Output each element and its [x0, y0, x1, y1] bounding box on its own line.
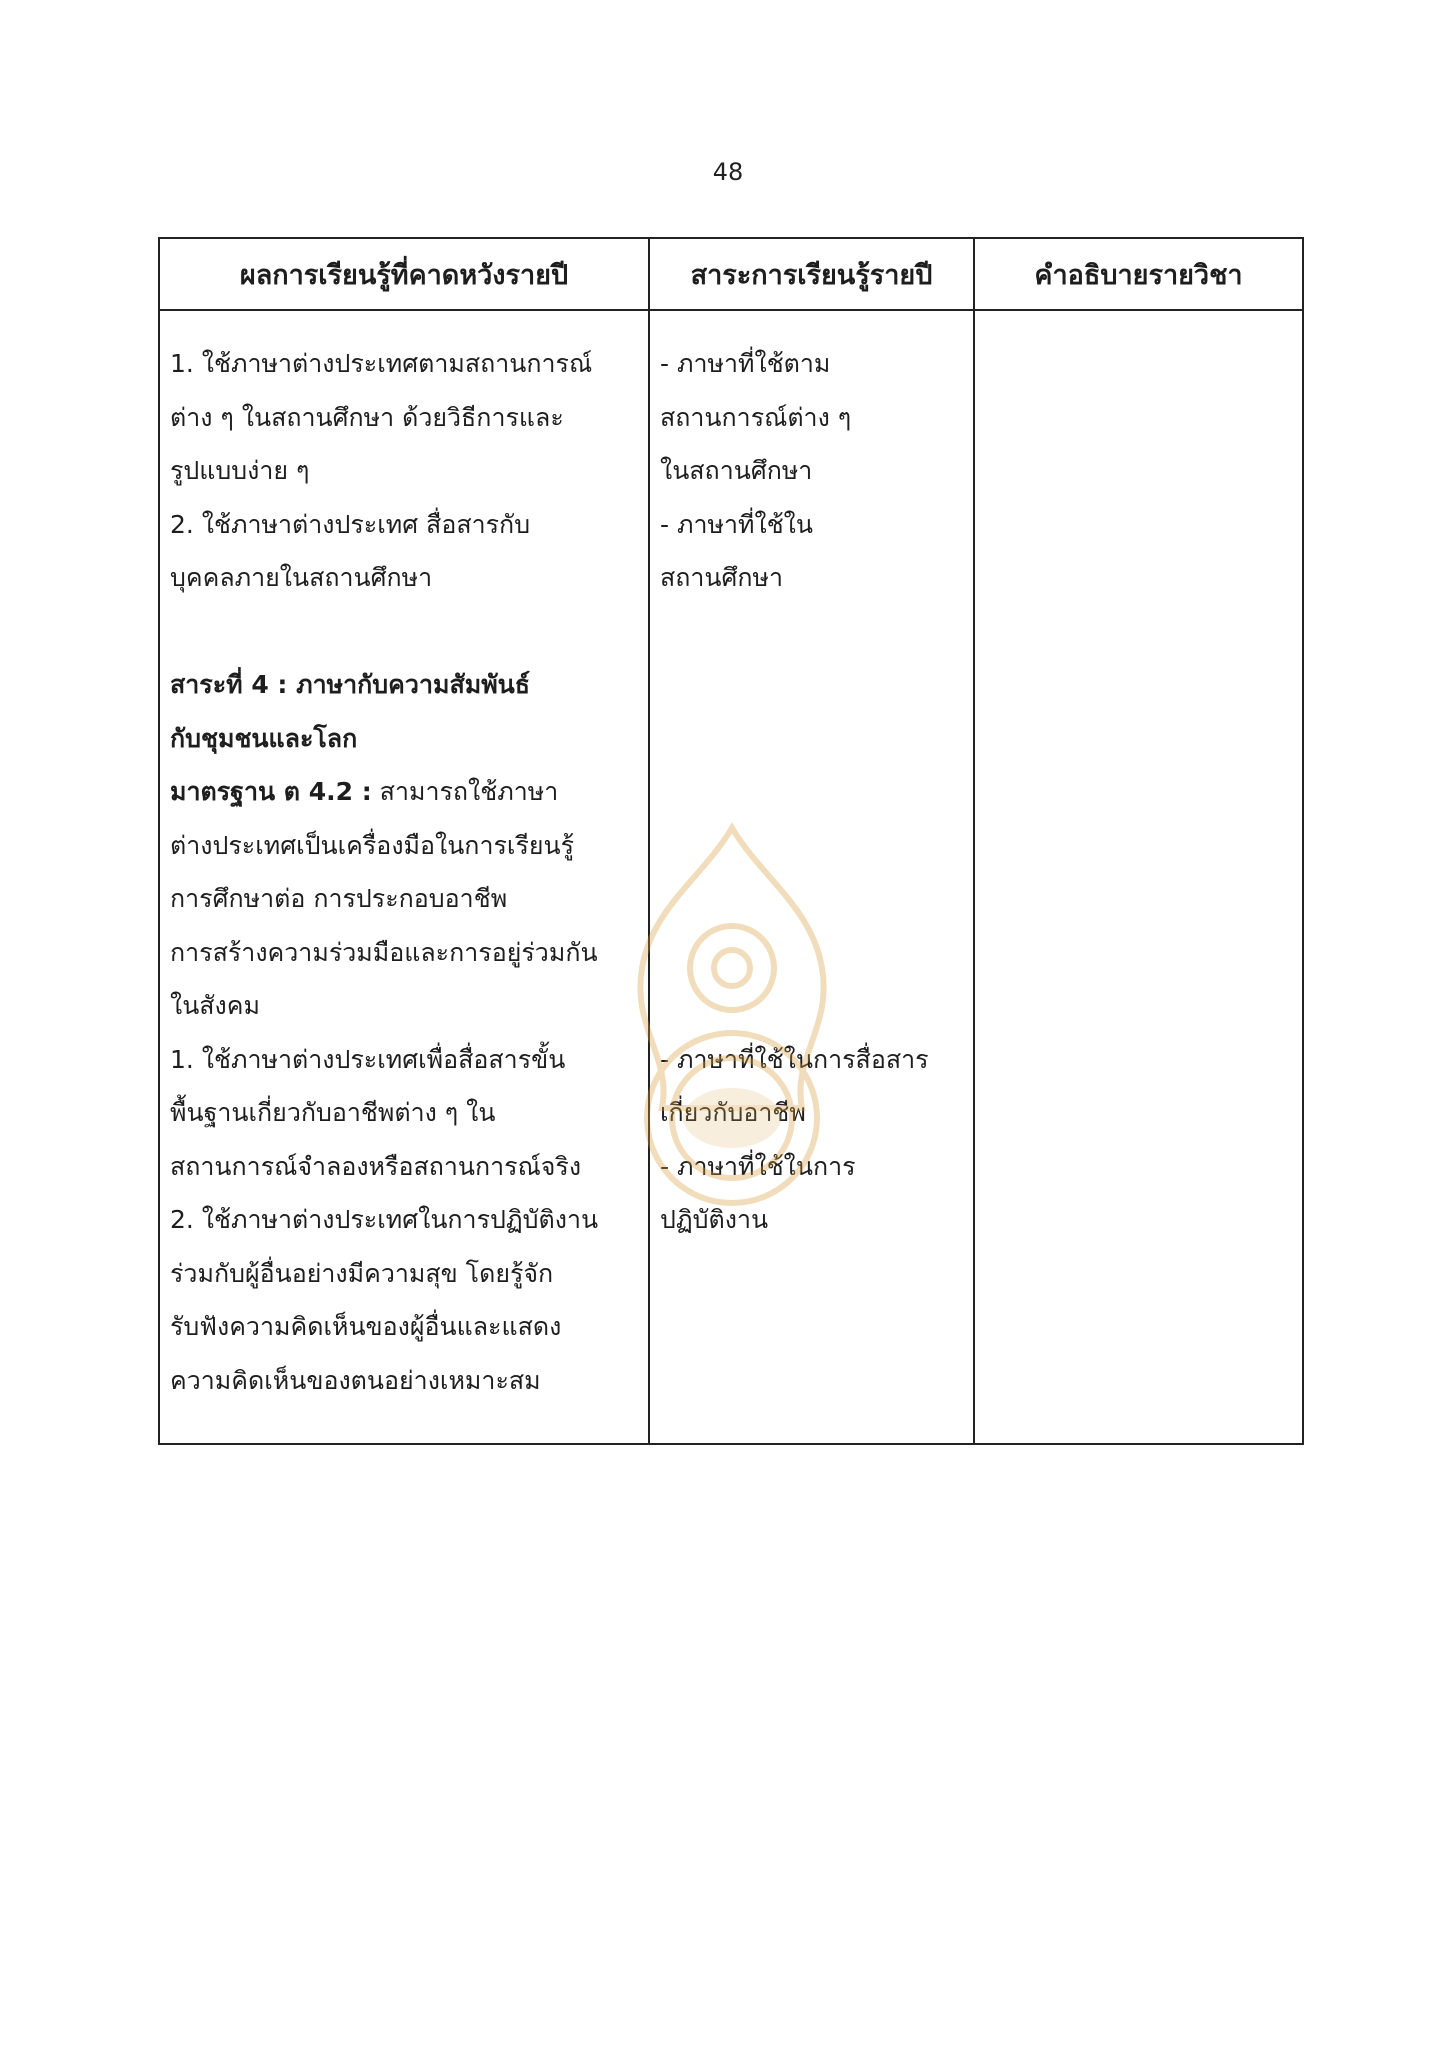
header-course-description: คำอธิบายรายวิชา — [974, 238, 1303, 310]
content-line: สถานการณ์ต่าง ๆ — [660, 402, 852, 432]
course-description-cell — [974, 310, 1303, 1444]
outcome-line: สถานการณ์จำลองหรือสถานการณ์จริง — [170, 1151, 582, 1181]
outcome-line: 2. ใช้ภาษาต่างประเทศในการปฏิบัติงาน — [170, 1205, 599, 1234]
content-line: ในสถานศึกษา — [660, 456, 813, 485]
outcome-line: 2. ใช้ภาษาต่างประเทศ สื่อสารกับ — [170, 509, 531, 539]
content-line: - ภาษาที่ใช้ในการ — [660, 1151, 856, 1181]
standard-text: สามารถใช้ภาษา — [371, 777, 559, 806]
table-row — [159, 310, 1303, 1444]
paragraph-gap — [170, 605, 638, 659]
standard-line: ต่างประเทศเป็นเครื่องมือในการเรียนรู้ — [170, 830, 575, 860]
paragraph-gap — [660, 979, 963, 1033]
standard-line — [170, 765, 638, 819]
outcome-line: พื้นฐานเกี่ยวกับอาชีพต่าง ๆ ใน — [170, 1098, 496, 1127]
strand-heading: กับชุมชนและโลก — [170, 723, 358, 753]
outcome-line: ร่วมกับผู้อื่นอย่างมีความสุข โดยรู้จัก — [170, 1258, 554, 1288]
outcome-line: ต่าง ๆ ในสถานศึกษา ด้วยวิธีการและ — [170, 402, 564, 432]
paragraph-gap — [660, 658, 963, 712]
paragraph-gap — [660, 712, 963, 766]
header-learning-content: สาระการเรียนรู้รายปี — [649, 238, 974, 310]
learning-content-cell — [649, 310, 974, 1444]
content-line: - ภาษาที่ใช้ใน — [660, 509, 813, 539]
outcome-line: บุคคลภายในสถานศึกษา — [170, 563, 433, 592]
paragraph-gap — [660, 872, 963, 926]
standard-label: มาตรฐาน ต 4.2 : — [170, 777, 372, 806]
paragraph-gap — [660, 765, 963, 819]
outcome-line: รูปแบบง่าย ๆ — [170, 456, 310, 485]
paragraph-gap — [660, 926, 963, 980]
outcome-line: รับฟังความคิดเห็นของผู้อื่นและแสดง — [170, 1312, 562, 1341]
paragraph-gap — [660, 819, 963, 873]
table-header-row — [159, 238, 1303, 310]
outcome-line: 1. ใช้ภาษาต่างประเทศเพื่อสื่อสารขั้น — [170, 1044, 566, 1074]
content-line: - ภาษาที่ใช้ตาม — [660, 349, 831, 378]
content-line: สถานศึกษา — [660, 563, 784, 592]
content-line: เกี่ยวกับอาชีพ — [660, 1098, 806, 1127]
content-line: ปฏิบัติงาน — [660, 1205, 769, 1234]
strand-heading: สาระที่ 4 : ภาษากับความสัมพันธ์ — [170, 670, 531, 699]
paragraph-gap — [660, 605, 963, 659]
outcome-line: 1. ใช้ภาษาต่างประเทศตามสถานการณ์ — [170, 349, 593, 378]
standard-line: การสร้างความร่วมมือและการอยู่ร่วมกัน — [170, 937, 598, 967]
standard-line: ในสังคม — [170, 991, 260, 1020]
content-line: - ภาษาที่ใช้ในการสื่อสาร — [660, 1044, 929, 1074]
page-number: 48 — [712, 158, 744, 186]
expected-outcomes-cell — [159, 310, 649, 1444]
outcome-line: ความคิดเห็นของตนอย่างเหมาะสม — [170, 1365, 541, 1395]
standard-line: การศึกษาต่อ การประกอบอาชีพ — [170, 884, 508, 913]
header-expected-outcomes: ผลการเรียนรู้ที่คาดหวังรายปี — [159, 238, 649, 310]
curriculum-table — [158, 237, 1304, 1445]
